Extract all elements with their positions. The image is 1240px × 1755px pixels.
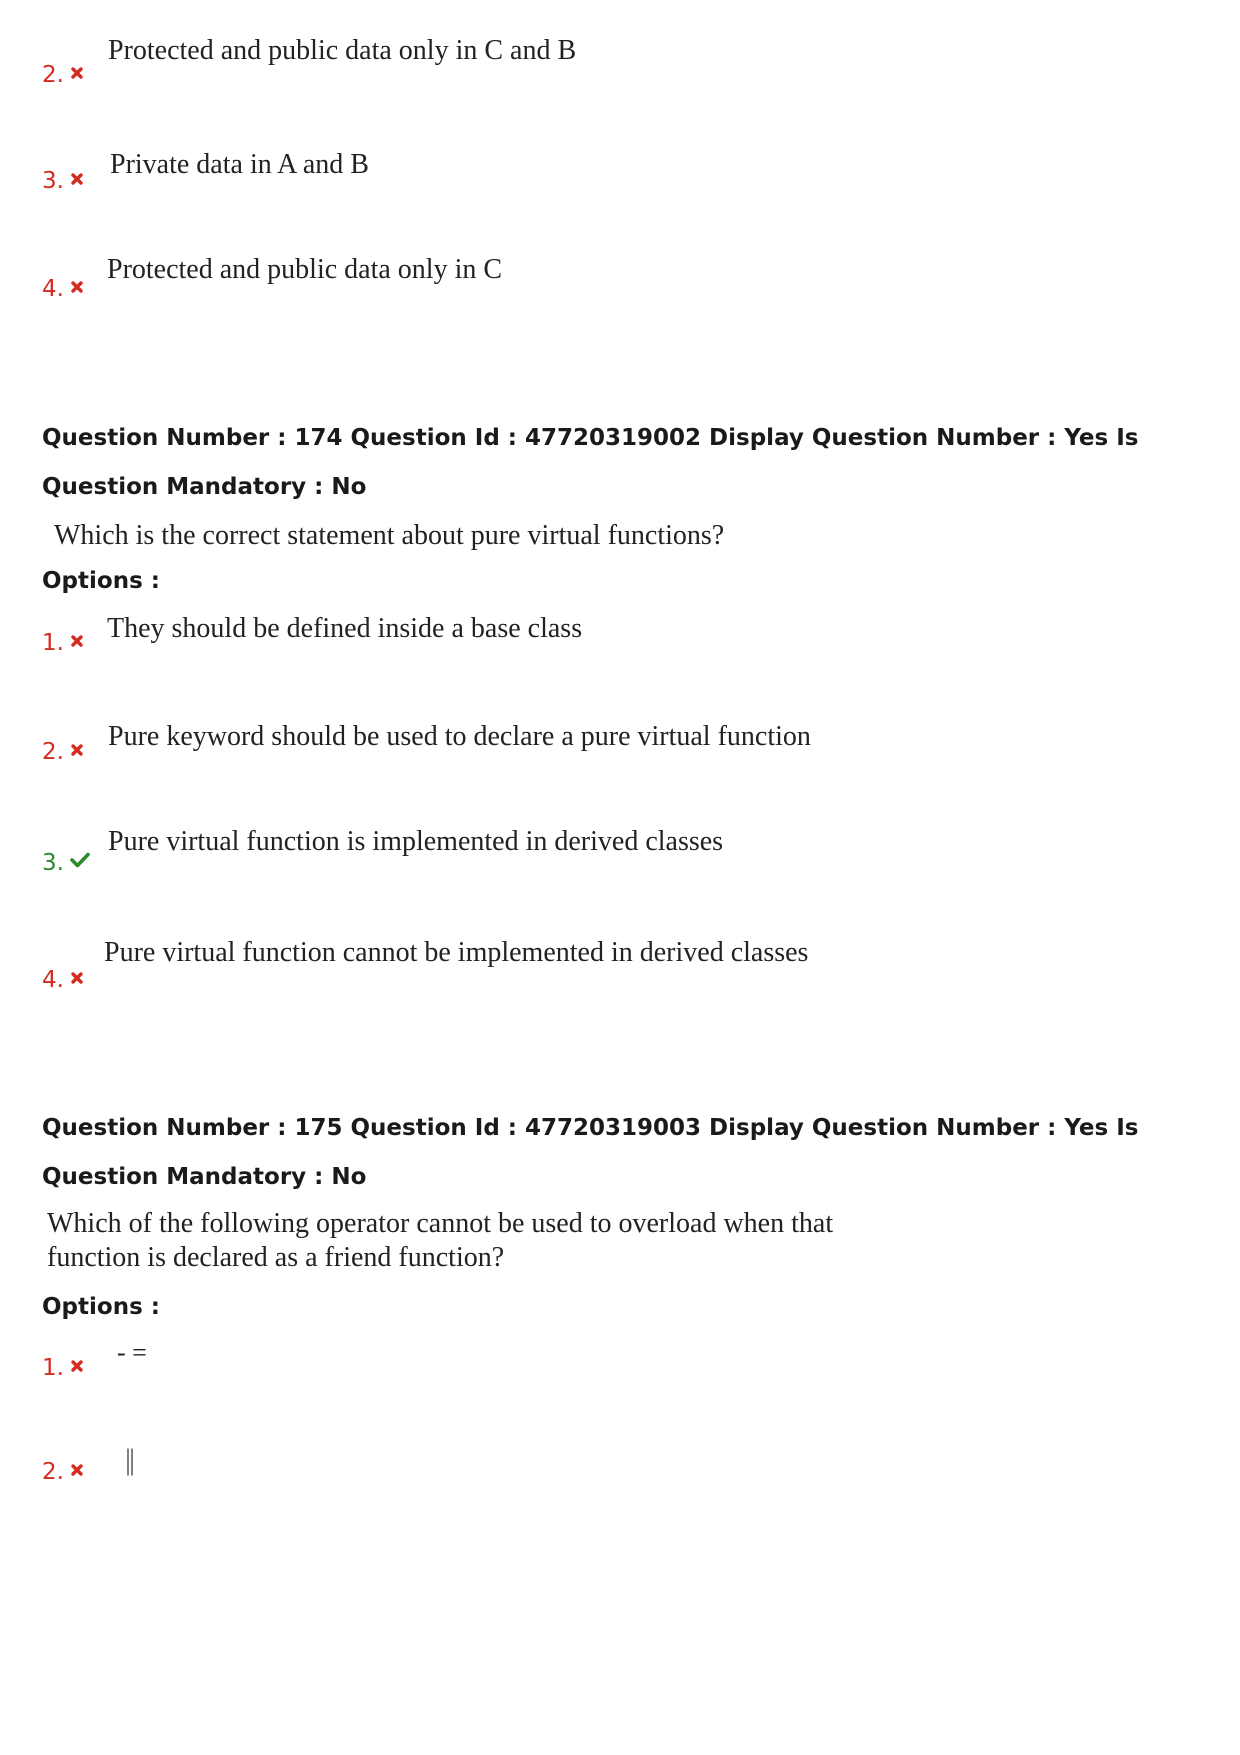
option-number: 2. bbox=[42, 1459, 64, 1485]
option-text: Pure virtual function cannot be implemented in derived classes bbox=[104, 937, 809, 968]
option-4-number bbox=[42, 276, 84, 301]
option-text: - = bbox=[117, 1338, 147, 1367]
question-text-line-1: Which of the following operator cannot be used to overload when that bbox=[47, 1208, 834, 1239]
cross-icon bbox=[70, 1355, 84, 1378]
option-3-number bbox=[42, 168, 84, 193]
option-text: Protected and public data only in C and B bbox=[108, 35, 577, 66]
options-label: Options : bbox=[42, 568, 160, 594]
option-2-number bbox=[42, 62, 84, 87]
options-label: Options : bbox=[42, 1294, 160, 1320]
option-4-number bbox=[42, 967, 84, 992]
cross-icon bbox=[70, 630, 84, 653]
option-3-number bbox=[42, 850, 90, 875]
cross-icon bbox=[70, 62, 84, 85]
option-1-number bbox=[42, 630, 84, 655]
option-2-number bbox=[42, 1459, 84, 1484]
option-text: Protected and public data only in C bbox=[107, 254, 503, 285]
option-text: They should be defined inside a base class bbox=[107, 613, 583, 644]
option-number: 1. bbox=[42, 1355, 64, 1381]
option-number: 2. bbox=[42, 739, 64, 765]
option-text: Pure virtual function is implemented in derived classes bbox=[108, 826, 724, 857]
cross-icon bbox=[70, 1459, 84, 1482]
option-number: 2. bbox=[42, 62, 64, 88]
option-number: 1. bbox=[42, 630, 64, 656]
question-header: Question Number : 175 Question Id : 47720319003 Display Question Number : Yes Is Question Mandatory : No bbox=[42, 1115, 1139, 1190]
question-text: Which is the correct statement about pure virtual functions? bbox=[54, 520, 725, 551]
cross-icon bbox=[70, 739, 84, 762]
question-text-line-2: function is declared as a friend function? bbox=[47, 1242, 505, 1273]
option-number: 3. bbox=[42, 850, 64, 876]
question-header: Question Number : 174 Question Id : 47720319002 Display Question Number : Yes Is Question Mandatory : No bbox=[42, 425, 1139, 500]
cross-icon bbox=[70, 168, 84, 191]
option-text: Private data in A and B bbox=[110, 149, 369, 180]
option-text: || bbox=[125, 1443, 134, 1476]
option-text: Pure keyword should be used to declare a pure virtual function bbox=[108, 721, 811, 752]
cross-icon bbox=[70, 967, 84, 990]
option-number: 4. bbox=[42, 967, 64, 993]
check-icon bbox=[70, 850, 90, 873]
option-number: 4. bbox=[42, 276, 64, 302]
cross-icon bbox=[70, 276, 84, 299]
option-1-number bbox=[42, 1355, 84, 1380]
option-2-number bbox=[42, 739, 84, 764]
option-number: 3. bbox=[42, 168, 64, 194]
